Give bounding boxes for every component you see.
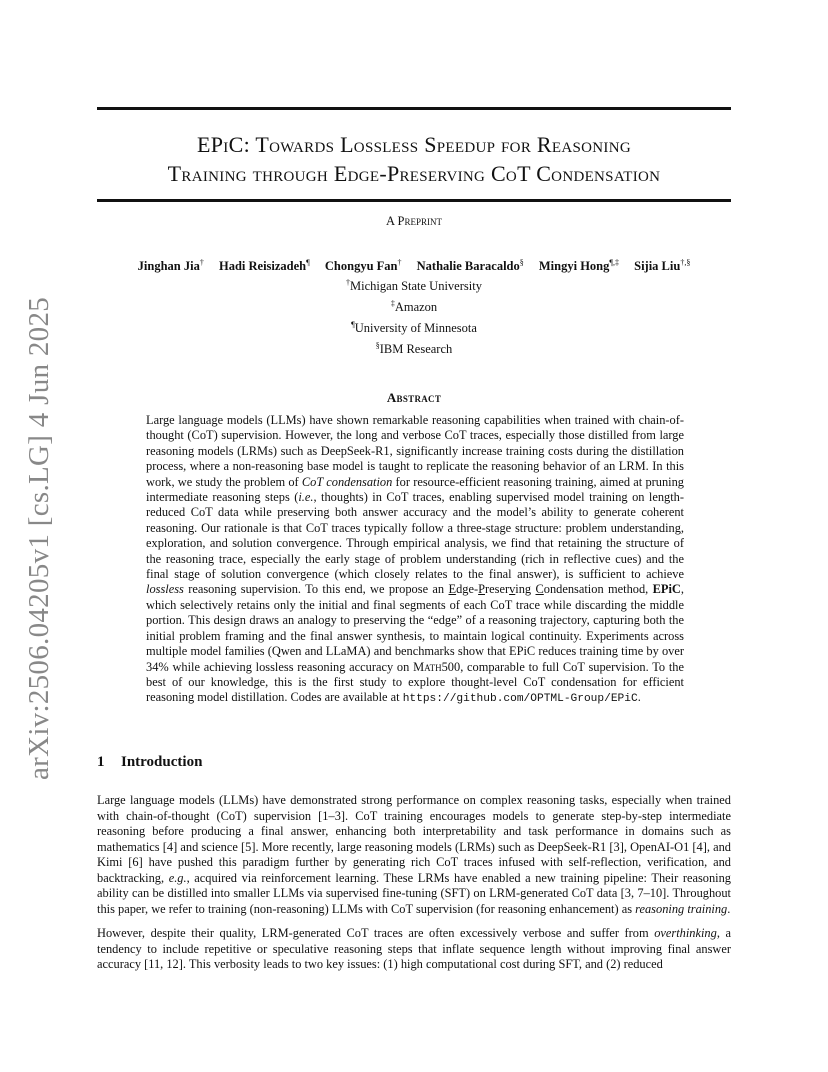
body-text: , acquired via reinforcement learning. These LRMs have enabled a new training pipeline: Their reasoning ability can be distilled into smaller LLMs via supervised fine-tuning (SFT) on LRM-generated CoT data [3, 7–10]. Throughout this paper, we refer to training (non-reasoning) LLMs with CoT supervision (for reasoning enhancement) as <box>97 870 731 916</box>
underlined-letter: E <box>448 582 457 597</box>
author-name: Sijia Liu <box>634 259 681 274</box>
paper-title <box>97 130 731 188</box>
method-name-part: reser <box>485 582 510 597</box>
affiliation-name: IBM Research <box>379 342 453 357</box>
author-marks: † <box>397 258 402 267</box>
affiliation <box>97 316 731 337</box>
abstract-heading: Abstract <box>386 390 442 405</box>
body-emphasis: overthinking <box>654 926 717 940</box>
author <box>138 259 204 273</box>
abstract-emphasis: CoT condensation <box>301 474 393 489</box>
intro-paragraph-2 <box>97 926 731 973</box>
method-name-expanded <box>449 582 604 596</box>
affiliation-name: University of Minnesota <box>354 321 477 336</box>
body-text: However, despite their quality, LRM-generated CoT traces are often excessively verbose and suffer from <box>97 926 655 940</box>
intro-paragraph-1 <box>97 793 731 917</box>
author <box>634 259 690 273</box>
author-name: Nathalie Baracaldo <box>416 259 520 274</box>
underlined-letter: C <box>535 582 544 597</box>
abstract-text: , thoughts) in CoT traces, enabling supervised model training on length-reduced CoT data while preserving both answer accuracy and the model’s ability to generate coherent reasoning. Our rationale is that CoT traces typically follow a three-stage structure: problem understanding, exploration, and solution convergence. Through empirical analysis, we find that retaining the structure of the reasoning trace, especially the early stage of problem understanding (rich in reflective cues) and the final stage of solution convergence (which closely relates to the final answer), is sufficient to achieve <box>146 490 685 582</box>
affiliation-mark: ¶ <box>351 320 355 330</box>
body-emphasis: e.g. <box>168 870 187 885</box>
abstract-text: method, <box>603 582 653 597</box>
abstract-text: for resource-efficient reasoning training, aimed at pruning intermediate reasoning steps ( <box>146 474 684 505</box>
author <box>219 259 310 273</box>
affiliation-list <box>97 274 731 359</box>
method-name-part: dge- <box>456 582 479 597</box>
arxiv-identifier <box>22 296 58 780</box>
underlined-letter: P <box>478 582 486 597</box>
body-text: , a tendency to include repetitive or speculative reasoning steps that inflate sequence length without improving final answer accuracy [11, 12]. This verbosity leads to two key issues: (1) high computational cost during SFT, and (2) reduced <box>97 926 731 971</box>
abstract-emphasis: lossless <box>146 582 184 597</box>
author-marks: ¶,‡ <box>609 258 619 267</box>
title-line-1: EPiC: Towards Lossless Speedup for Reasoning <box>197 132 631 157</box>
abstract-text: Large language models (LLMs) have shown remarkable reasoning capabilities when trained with chain-of-thought (CoT) supervision. However, the long and verbose CoT traces, especially those distilled from large reasoning models (LRMs) such as DeepSeek-R1, significantly increase training costs during the distillation process, where a non-reasoning base model is taught to replicate the reasoning behavior of an LRM. In this work, we study the problem of <box>146 413 684 489</box>
affiliation-mark: § <box>375 341 380 351</box>
method-acronym: EPiC <box>652 582 681 597</box>
author-name: Mingyi Hong <box>538 259 610 274</box>
author <box>539 259 619 273</box>
author-name: Jinghan Jia <box>137 259 200 274</box>
preprint-label: A Preprint <box>386 214 442 228</box>
body-text: Large language models (LLMs) have demonstrated strong performance on complex reasoning tasks, especially when trained with chain-of-thought (CoT) supervision [1–3]. CoT training encourages models to generate step-by-step intermediate reasoning before producing a final answer, enhancing both interpretability and task performance in domains such as mathematics [4] and science [5]. More recently, large reasoning models (LRMs) such as DeepSeek-R1 [3], OpenAI-O1 [4], and Kimi [6] have pushed this paradigm further by generating rich CoT traces infused with self-reflection, verification, and backtracking, <box>97 793 731 885</box>
benchmark-name: Math500 <box>413 659 461 674</box>
title-line-2: Training through Edge-Preserving CoT Condensation <box>167 161 661 186</box>
title-top-rule <box>97 107 731 110</box>
author <box>325 259 402 273</box>
author-marks: †,§ <box>680 258 691 267</box>
abstract-body <box>146 413 684 708</box>
affiliation-name: Michigan State University <box>350 279 482 294</box>
author-marks: † <box>199 258 204 267</box>
abstract-paragraph <box>146 413 684 708</box>
author-list <box>60 258 768 274</box>
affiliation-name: Amazon <box>394 300 438 315</box>
author-name: Hadi Reisizadeh <box>218 259 307 274</box>
title-bottom-rule <box>97 199 731 202</box>
affiliation-mark: ‡ <box>390 299 395 309</box>
section-heading <box>97 754 202 771</box>
author <box>417 259 524 273</box>
method-name-part: ing <box>515 582 536 597</box>
author-name: Chongyu Fan <box>324 259 398 274</box>
abstract-text: reasoning supervision. To this end, we propose an <box>183 582 449 597</box>
method-name-part: ondensation <box>543 582 604 597</box>
author-marks: ¶ <box>306 258 310 267</box>
abstract-text: . <box>637 690 641 705</box>
underlined-letter: v <box>509 582 516 597</box>
body-text: . <box>727 901 731 916</box>
abstract-emphasis: i.e. <box>298 490 314 505</box>
affiliation <box>97 337 731 358</box>
affiliation <box>97 295 731 316</box>
affiliation <box>97 274 731 295</box>
abstract-text: , comparable to full CoT supervision. To the best of our knowledge, this is the first study to explore thought-level CoT condensation for efficient reasoning model distillation. Codes are available at <box>146 659 684 705</box>
affiliation-mark: † <box>346 278 351 287</box>
section-title: Introduction <box>121 754 203 770</box>
author-marks: § <box>519 258 524 267</box>
body-emphasis: reasoning training <box>635 901 728 916</box>
code-link[interactable]: https://github.com/OPTML-Group/EPiC <box>402 693 638 706</box>
section-number: 1 <box>97 754 105 770</box>
abstract-text: , which selectively retains only the initial and final segments of each CoT trace while discarding the middle portion. This design draws an analogy to preserving the “edge” of a reasoning trajectory, capturing both the initial problem framing and the final answer synthesis, to maintain logical continuity. Experiments across multiple model families (Qwen and LLaMA) and benchmarks show that EPiC reduces training time by over 34% while achieving lossless reasoning accuracy on <box>146 582 684 674</box>
introduction-body <box>97 793 731 982</box>
arxiv-id-text: arXiv:2506.04205v1 [cs.LG] 4 Jun 2025 <box>23 296 56 780</box>
